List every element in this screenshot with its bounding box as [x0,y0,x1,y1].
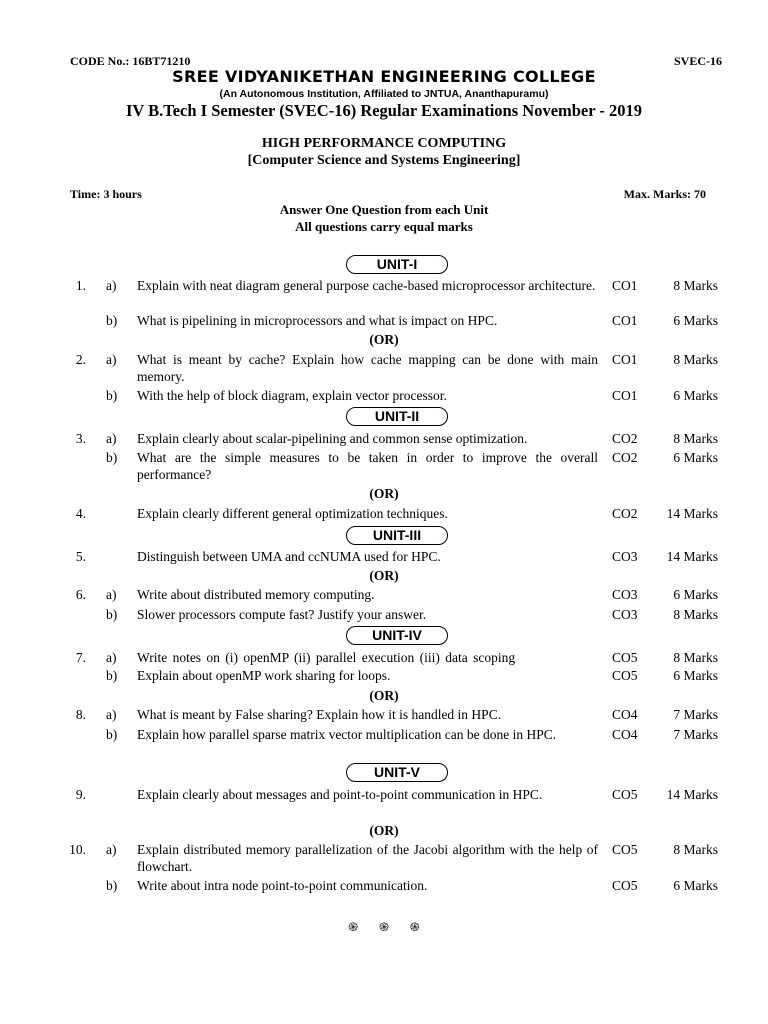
question-text: Explain clearly different general optimization techniques. [137,506,448,521]
course-outcome: CO2 [612,431,638,446]
or-separator: (OR) [369,568,399,583]
course-outcome: CO2 [612,450,638,465]
question-marks: 6 Marks [673,668,718,683]
question-marks: 6 Marks [673,878,718,893]
end-symbol: ֍ [379,920,389,934]
sub-question-label: b) [106,607,118,622]
question-text: What are the simple measures to be taken in order to improve the overall performance? [137,450,598,482]
end-symbol: ֍ [409,920,420,934]
question-marks: 8 Marks [673,607,718,622]
question-text: Distinguish between UMA and ccNUMA used for HPC. [137,549,441,564]
sub-question-label: a) [106,707,117,722]
question-marks: 8 Marks [673,842,718,857]
course-outcome: CO5 [612,650,638,665]
sub-question-label: a) [106,431,117,446]
question-text: Explain with neat diagram general purpose cache-based microprocessor architecture. [137,278,596,293]
question-marks: 14 Marks [666,549,718,564]
course-outcome: CO3 [612,587,638,602]
course-outcome: CO1 [612,313,638,328]
sub-question-label: a) [106,278,117,293]
instruction-line-2: All questions carry equal marks [295,219,473,234]
question-text: What is pipelining in microprocessors and what is impact on HPC. [137,313,498,328]
sub-question-label: b) [106,878,118,893]
sub-question-label: a) [106,842,117,857]
question-marks: 8 Marks [673,650,718,665]
question-text: Explain clearly about messages and point-to-point communication in HPC. [137,787,543,802]
course-outcome: CO5 [612,878,638,893]
sub-question-label: a) [106,587,117,602]
question-text: Write about distributed memory computing. [137,587,375,602]
question-text: Write notes on (i) openMP (ii) parallel execution (iii) data scoping [137,650,516,665]
or-separator: (OR) [369,823,399,838]
time-allowed: Time: 3 hours [70,187,142,201]
question-text: With the help of block diagram, explain vector processor. [137,388,447,403]
unit-4-heading: UNIT-IV [346,626,448,645]
subject-title: HIGH PERFORMANCE COMPUTING [261,136,507,151]
question-marks: 14 Marks [666,787,718,802]
course-outcome: CO3 [612,549,638,564]
question-marks: 6 Marks [673,587,718,602]
course-outcome: CO1 [612,388,638,403]
question-marks: 8 Marks [673,352,718,367]
course-outcome: CO5 [612,842,638,857]
end-of-paper-symbols [0,918,768,935]
question-text: What is meant by cache? Explain how cache mapping can be done with main memory. [137,352,598,384]
question-number: 5. [75,549,86,564]
question-number: 4. [75,506,86,521]
course-outcome: CO5 [612,668,638,683]
or-separator: (OR) [369,688,399,703]
unit-3-heading: UNIT-III [346,526,448,545]
affiliation: (An Autonomous Institution, Affiliated to JNTUA, Ananthapuramu) [219,88,549,100]
code-number: CODE No.: 16BT71210 [70,54,191,68]
question-number: 9. [75,787,86,802]
or-separator: (OR) [369,332,399,347]
question-marks: 14 Marks [666,506,718,521]
question-number: 8. [75,707,86,722]
sub-question-label: b) [106,727,118,742]
question-text: Slower processors compute fast? Justify your answer. [137,607,427,622]
sub-question-label: a) [106,352,117,367]
course-outcome: CO4 [612,707,638,722]
question-text: Explain distributed memory parallelization of the Jacobi algorithm with the help of flowchart. [137,842,598,874]
question-marks: 6 Marks [673,313,718,328]
unit-5-heading: UNIT-V [346,763,448,782]
question-number: 1. [75,278,86,293]
unit-1-heading: UNIT-I [346,255,448,274]
question-text: Write about intra node point-to-point communication. [137,878,428,893]
end-symbol: ֍ [348,920,359,934]
question-text: What is meant by False sharing? Explain how it is handled in HPC. [137,707,502,722]
question-marks: 8 Marks [673,278,718,293]
or-separator: (OR) [369,486,399,501]
question-number: 2. [75,352,86,367]
sub-question-label: b) [106,668,118,683]
course-outcome: CO2 [612,506,638,521]
question-text: Explain clearly about scalar-pipelining and common sense optimization. [137,431,528,446]
question-marks: 6 Marks [673,450,718,465]
question-number: 6. [75,587,86,602]
sub-question-label: b) [106,388,118,403]
course-outcome: CO4 [612,727,638,742]
college-name: SREE VIDYANIKETHAN ENGINEERING COLLEGE [172,67,596,86]
question-marks: 8 Marks [673,431,718,446]
question-text: Explain about openMP work sharing for loops. [137,668,391,683]
scheme-label: SVEC-16 [673,54,722,68]
sub-question-label: b) [106,450,118,465]
question-marks: 6 Marks [673,388,718,403]
course-outcome: CO5 [612,787,638,802]
department: [Computer Science and Systems Engineering] [247,153,521,168]
course-outcome: CO1 [612,352,638,367]
question-number: 3. [75,431,86,446]
unit-2-heading: UNIT-II [346,407,448,426]
question-marks: 7 Marks [673,707,718,722]
sub-question-label: a) [106,650,117,665]
sub-question-label: b) [106,313,118,328]
max-marks: Max. Marks: 70 [623,187,706,201]
question-marks: 7 Marks [673,727,718,742]
instruction-line-1: Answer One Question from each Unit [279,202,489,217]
question-number: 10. [69,842,86,857]
exam-title: IV B.Tech I Semester (SVEC-16) Regular Examinations November - 2019 [125,101,643,120]
course-outcome: CO1 [612,278,638,293]
question-number: 7. [75,650,86,665]
question-text: Explain how parallel sparse matrix vector multiplication can be done in HPC. [137,727,557,742]
course-outcome: CO3 [612,607,638,622]
